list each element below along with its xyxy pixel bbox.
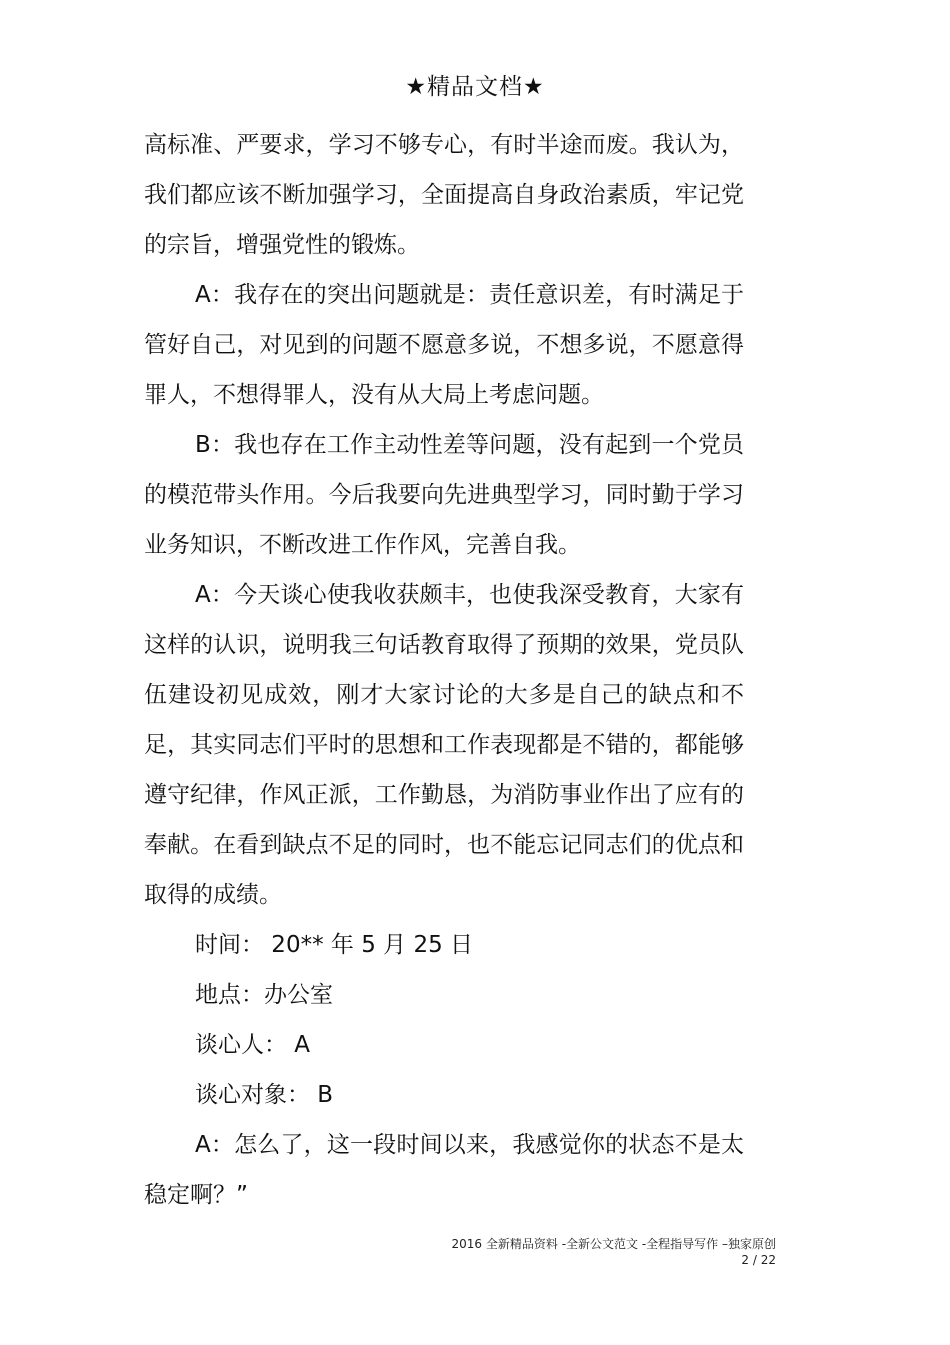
document-footer	[330, 1236, 776, 1268]
document-header-title: ★精品文档★	[405, 74, 545, 100]
body-paragraph: B：我也存在工作主动性差等问题，没有起到一个党员的模范带头作用。今后我要向先进典型学习，同时勤于学习业务知识，不断改进工作作风，完善自我。	[144, 432, 744, 558]
body-paragraph: A：怎么了，这一段时间以来，我感觉你的状态不是太稳定啊？”	[144, 1132, 744, 1208]
talk-target-line: 谈心对象： B	[195, 1082, 334, 1108]
document-body	[144, 120, 744, 1220]
body-paragraph: A：我存在的突出问题就是：责任意识差，有时满足于管好自己，对见到的问题不愿意多说，不想多说，不愿意得罪人，不想得罪人，没有从大局上考虑问题。	[144, 282, 744, 408]
footer-tagline: 2016 全新精品资料 -全新公文范文 -全程指导写作 –独家原创	[451, 1237, 776, 1251]
page-number: 2 / 22	[741, 1253, 776, 1267]
body-paragraph: A：今天谈心使我收获颇丰，也使我深受教育，大家有这样的认识，说明我三句话教育取得了预期的效果，党员队伍建设初见成效，刚才大家讨论的大多是自己的缺点和不足，其实同志们平时的思想和工作表现都是不错的，都能够遵守纪律，作风正派，工作勤恳，为消防事业作出了应有的奉献。在看到缺点不足的同时，也不能忘记同志们的优点和取得的成绩。	[144, 582, 744, 908]
meeting-time-line: 时间： 20** 年 5 月 25 日	[195, 932, 474, 958]
body-paragraph: 高标准、严要求，学习不够专心，有时半途而废。我认为，我们都应该不断加强学习，全面提高自身政治素质，牢记党的宗旨，增强党性的锻炼。	[144, 132, 744, 258]
talker-line: 谈心人： A	[195, 1032, 311, 1058]
meeting-location-line: 地点：办公室	[195, 982, 333, 1008]
